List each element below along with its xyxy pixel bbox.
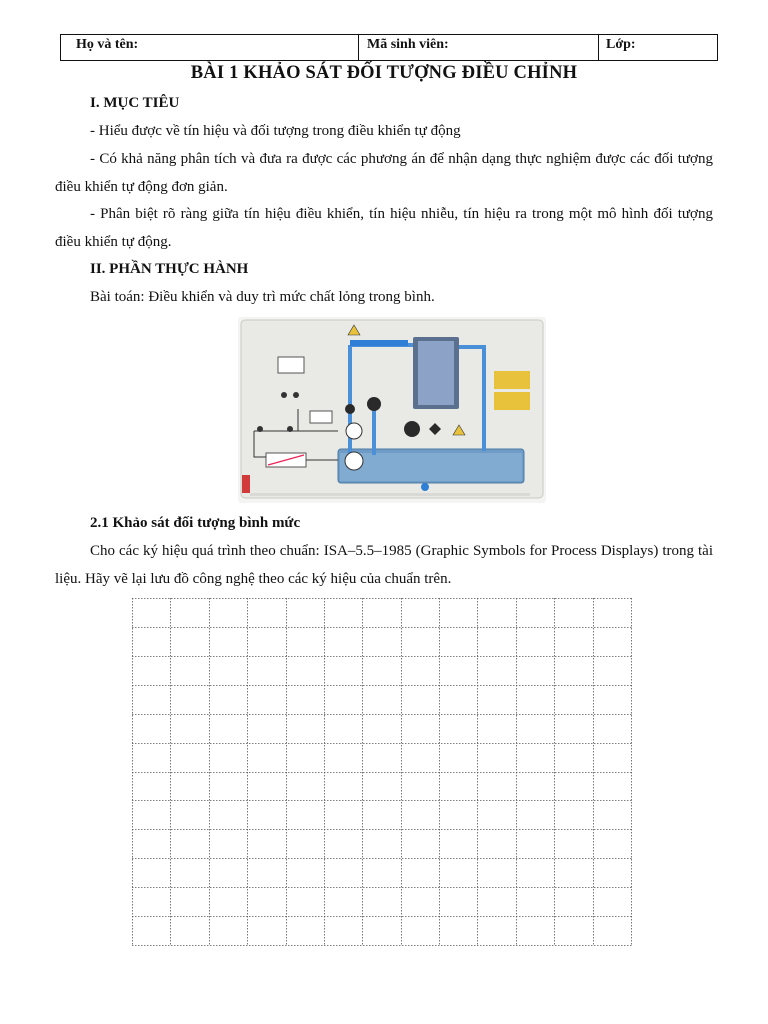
objective-item-1: - Hiểu được về tín hiệu và đối tượng trong điều khiển tự động [90,123,461,139]
objective-item-2: - Có khả năng phân tích và đưa ra được các phương án để nhận dạng thực nghiệm được các đối tượng điều khiển tự động đơn giản. [55,151,713,195]
subsection21-instruction: Cho các ký hiệu quá trình theo chuẩn: ISA–5.5–1985 (Graphic Symbols for Process Displays) trong tài liệu. Hãy vẽ lại lưu đồ công nghệ theo các ký hiệu của chuẩn trên. [55,543,713,587]
class-label: Lớp: [606,37,636,52]
student-info-table [60,34,718,61]
section2-heading: II. PHẦN THỰC HÀNH [90,261,249,277]
name-label: Họ và tên: [61,35,359,60]
section1-heading: I. MỤC TIÊU [90,95,180,111]
drawing-grid[interactable] [132,598,632,946]
level-control-trainer-photo [238,317,546,503]
tank-graphic [338,449,524,483]
student-id-label: Mã sinh viên: [359,35,599,60]
page-title: BÀI 1 KHẢO SÁT ĐỐI TƯỢNG ĐIỀU CHỈNH [190,63,578,83]
objective-item-3: - Phân biệt rõ ràng giữa tín hiệu điều khiển, tín hiệu nhiễu, tín hiệu ra trong một mô hình đối tượng điều khiển tự động. [55,206,713,250]
problem-statement: Bài toán: Điều khiển và duy trì mức chất lỏng trong bình. [90,289,435,305]
subsection21-heading: 2.1 Khảo sát đối tượng bình mức [90,515,301,531]
